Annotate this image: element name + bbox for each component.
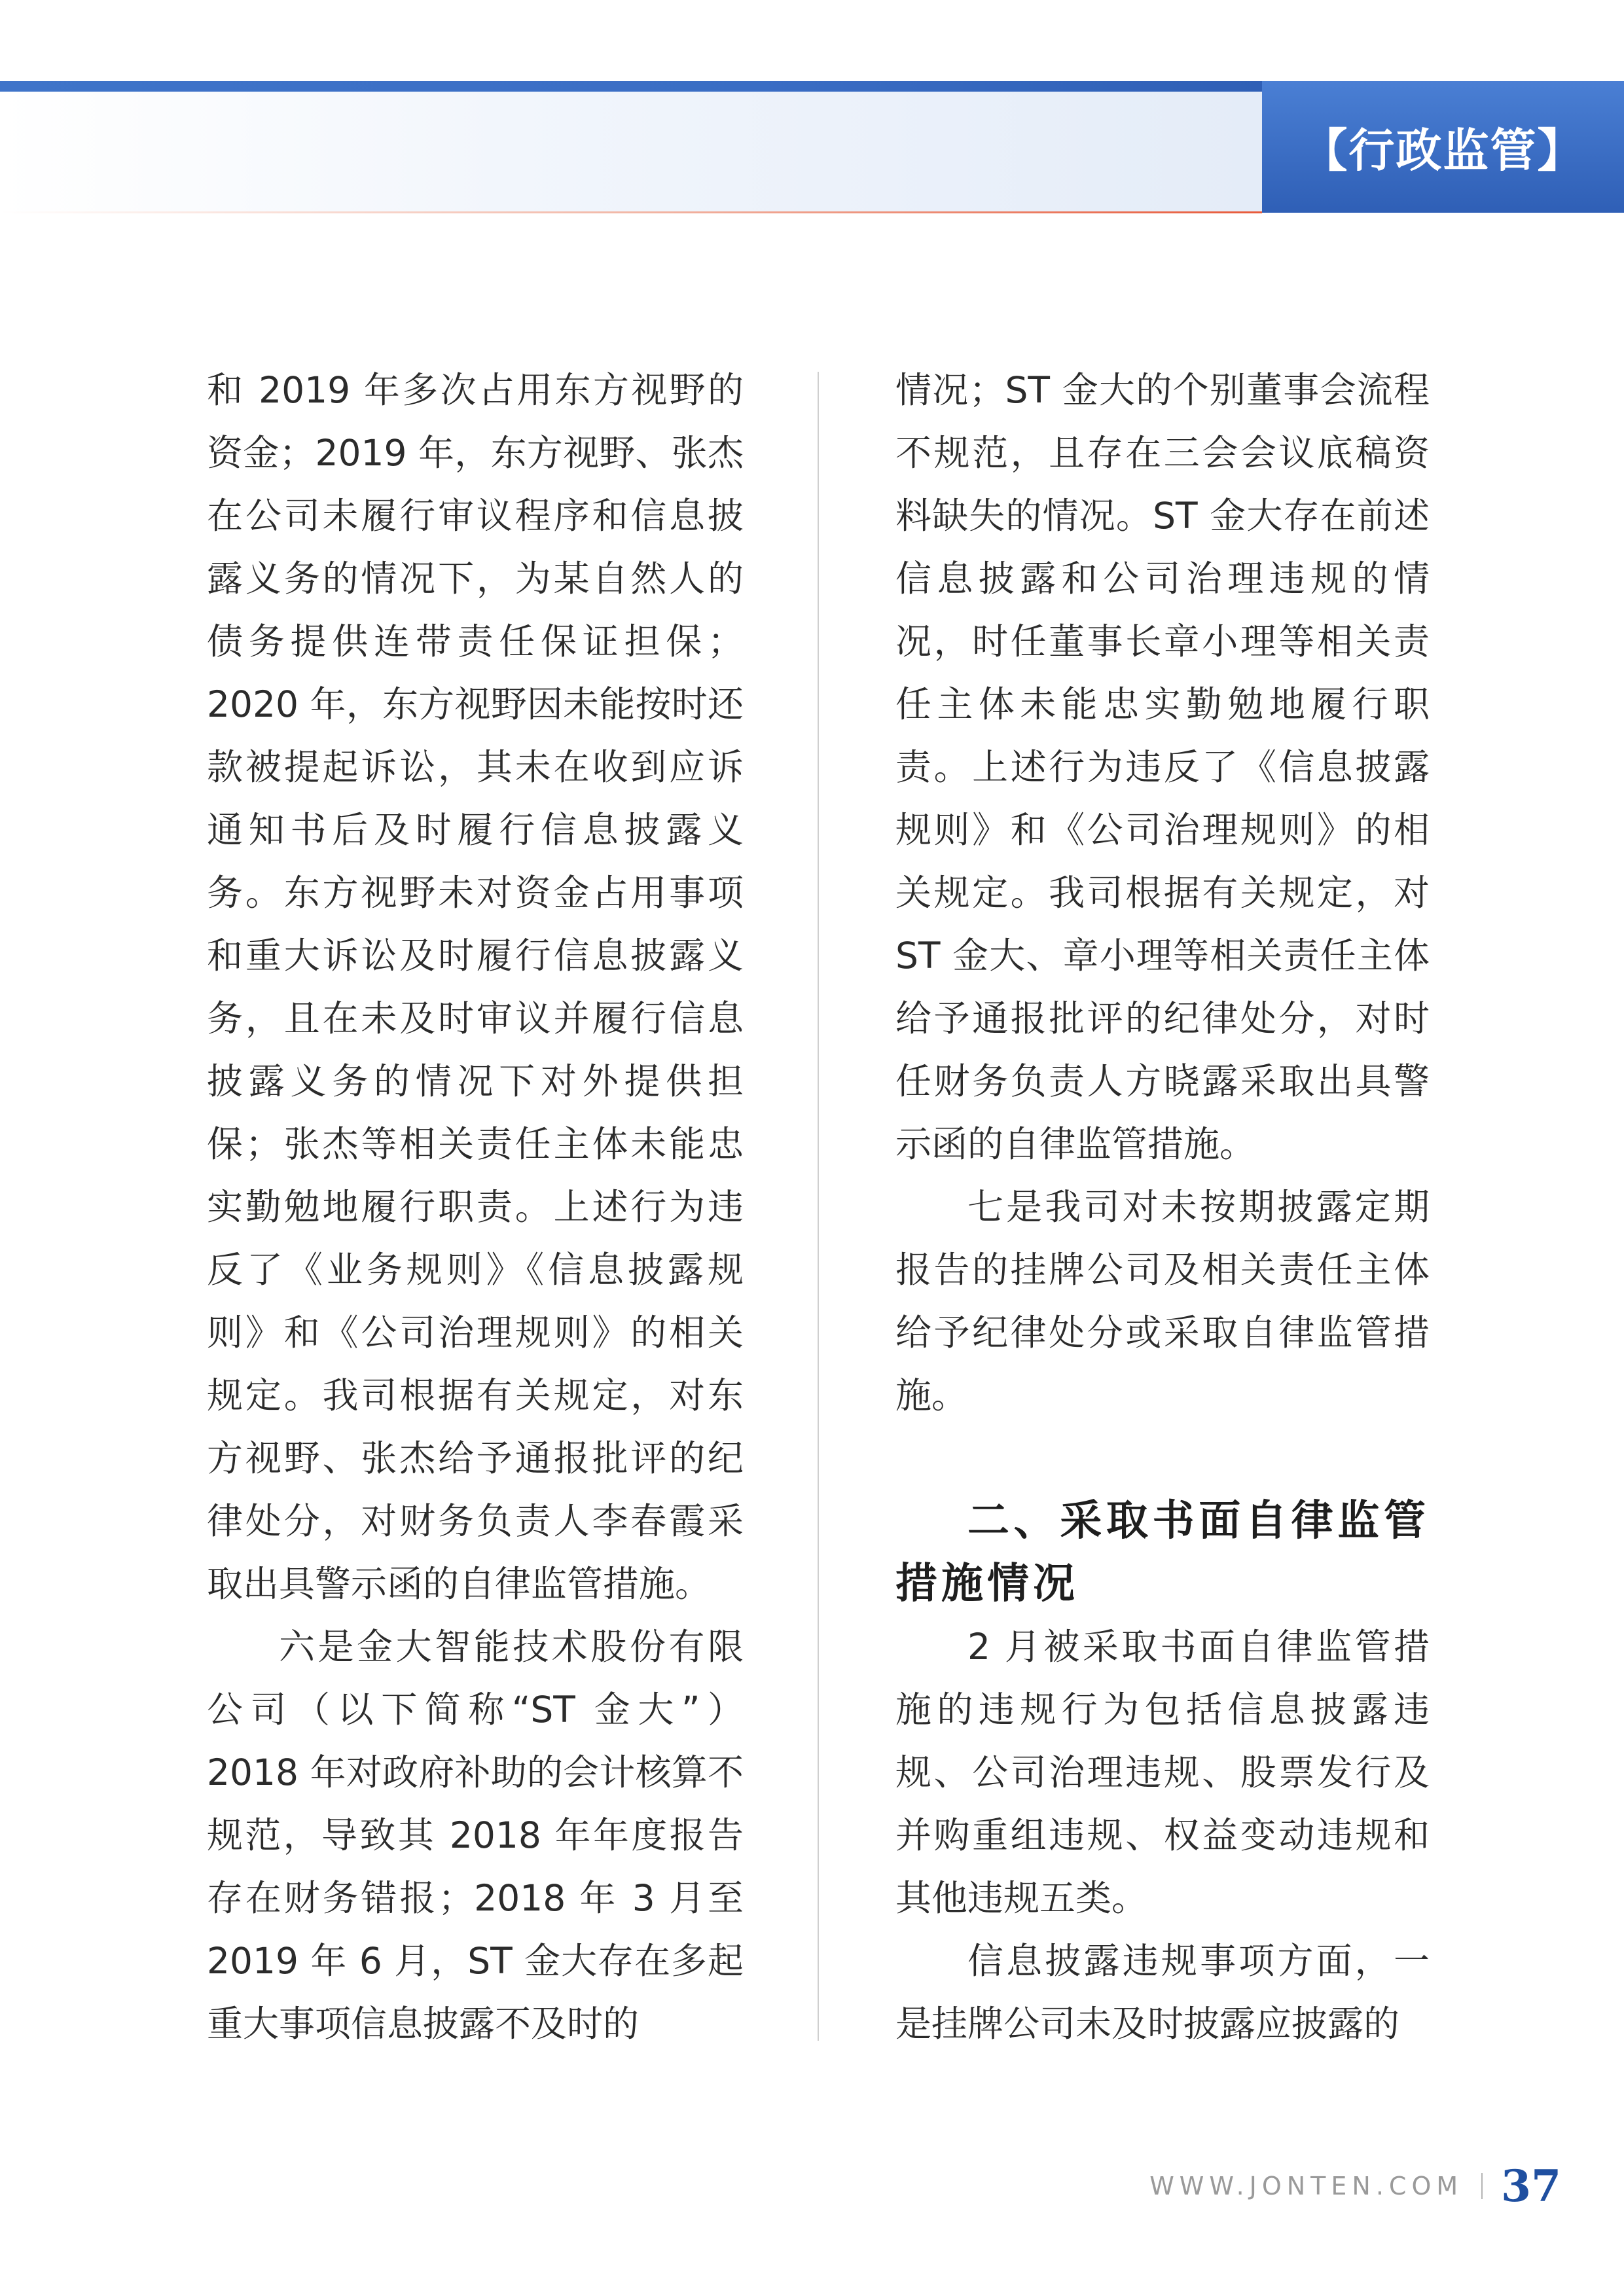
page-footer	[1149, 2160, 1561, 2212]
right-paragraph-1: 情况；ST 金大的个别董事会流程不规范，且存在三会会议底稿资料缺失的情况。ST 金大存在前述信息披露和公司治理违规的情况，时任董事长章小理等相关责任主体未能忠实勤勉地履行职责。上述行为违反了《信息披露规则》和《公司治理规则》的相关规定。我司根据有关规定，对 ST 金大、章小理等相关责任主体给予通报批评的纪律处分，对时任财务负责人方晓露采取出具警示函的自律监管措施。	[895, 369, 1430, 1165]
left-column	[207, 359, 744, 2055]
column-divider	[818, 372, 819, 2041]
section-tag	[1262, 81, 1624, 213]
page-number: 37	[1501, 2161, 1561, 2212]
footer-separator	[1481, 2173, 1483, 2199]
section-heading: 二、采取书面自律监管措施情况	[895, 1497, 1430, 1608]
section-spacer	[895, 1427, 1430, 1490]
header-accent-line	[0, 211, 1262, 213]
section-tag-label: 【行政监管】	[1301, 124, 1585, 177]
footer-url: WWW.JONTEN.COM	[1149, 2172, 1464, 2200]
right-paragraph-4: 信息披露违规事项方面，一是挂牌公司未及时披露应披露的	[895, 1940, 1430, 2045]
right-column	[895, 359, 1430, 2055]
left-paragraph-1: 和 2019 年多次占用东方视野的资金；2019 年，东方视野、张杰在公司未履行审议程序和信息披露义务的情况下，为某自然人的债务提供连带责任保证担保；2020 年，东方视野因未能按时还款被提起诉讼，其未在收到应诉通知书后及时履行信息披露义务。东方视野未对资金占用事项和重大诉讼及时履行信息披露义务，且在未及时审议并履行信息披露义务的情况下对外提供担保；张杰等相关责任主体未能忠实勤勉地履行职责。上述行为违反了《业务规则》《信息披露规则》和《公司治理规则》的相关规定。我司根据有关规定，对东方视野、张杰给予通报批评的纪律处分，对财务负责人李春霞采取出具警示函的自律监管措施。	[207, 369, 744, 1605]
header-band	[0, 92, 1262, 213]
header-top-bar	[0, 81, 1262, 92]
right-paragraph-3: 2 月被采取书面自律监管措施的违规行为包括信息披露违规、公司治理违规、股票发行及并购重组违规、权益变动违规和其他违规五类。	[895, 1626, 1430, 1919]
left-paragraph-2: 六是金大智能技术股份有限公司（以下简称“ST 金大”）2018 年对政府补助的会计核算不规范，导致其 2018 年年度报告存在财务错报；2018 年 3 月至 2019 年 6 月，ST 金大存在多起重大事项信息披露不及时的	[207, 1626, 744, 2045]
right-paragraph-2: 七是我司对未按期披露定期报告的挂牌公司及相关责任主体给予纪律处分或采取自律监管措施。	[895, 1186, 1430, 1416]
